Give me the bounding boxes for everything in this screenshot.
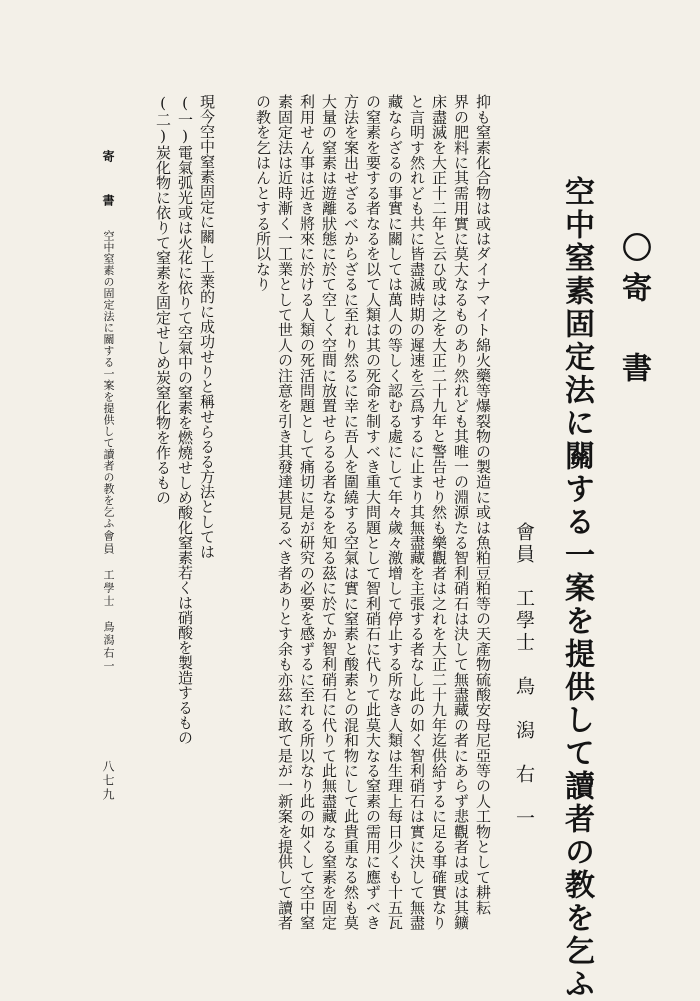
section-mark: 〇寄 書	[616, 232, 651, 392]
body-line: 大量の窒素は遊離狀態に於て空しく空間に放置せらるる者なるを知る茲に於てか智利硝石に代りて此無盡藏なる窒素を固定	[320, 94, 338, 930]
body-line: 抑も窒素化合物は或はダイナマイト綿火藥等爆裂物の製造に或は魚粕豆粕等の天產物硫酸安母尼亞等の人工物として耕耘	[474, 94, 492, 915]
author-line: 會員 工學士 鳥 潟 右 一	[513, 522, 535, 830]
footer-title: 空中窒素の固定法に關する一案を提供して讀者の教を乞ふ	[102, 230, 115, 529]
list-item: (一)電氣弧光或は火花に依りて空氣中の窒素を燃燒せしめ酸化窒素若くは硝酸を製造するもの	[176, 94, 194, 745]
body-line: 床盡滅を大正十二年と云ひ或は之を大正二十九年と警告せり然も樂觀者は之れを大正二十九年迄供給するに足る事確實なり	[430, 94, 448, 930]
list-intro: 現今空中窒素固定に關し工業的に成功せりと稱せらるる方法としては	[198, 94, 216, 559]
body-line: 藏ならざるの事實に關しては萬人の等しく認むる處にして年々歲々激增して停止する所なき人類は生理上每日少くも十五瓦	[386, 94, 404, 930]
list-item: (二)炭化物に依りて窒素を固定せしめ炭窒化物を作るもの	[154, 94, 172, 505]
article-title: 空中窒素固定法に關する一案を提供して讀者の教を乞ふ	[559, 176, 594, 1001]
body-line: 利用せん事は近き將來に於ける人類の死活問題として痛切に是が研究の必要を感ずるに至れる所以なり此の如くして空中窒	[298, 94, 316, 930]
body-line: と言明す然れども共に皆盡滅時期の遲速を云爲するに止まり其無盡藏を主張する者なし此の如く智利硝石は實に決して無盡	[408, 94, 426, 930]
body-line: の教を乞はんとする所以なり	[254, 94, 272, 292]
body-line: 界の肥料に其需用實に莫大なるものあり然れども其唯一の淵源たる智利硝石は決して無盡藏の者にあらず悲觀者は或は其鑛	[452, 94, 470, 930]
footer-section-label: 寄 書	[101, 150, 115, 216]
page-number: 八七九	[101, 760, 115, 802]
body-line: の窒素を要する者なるを以て人類は其の死命を制すべき重大問題として智利硝石に代りて此莫大なる窒素の需用に應ずべき	[364, 94, 382, 930]
method-list	[134, 94, 216, 745]
body-line: 方法を案出せざるべからざるに至れり然るに幸に吾人を圍繞する空氣は實に窒素と酸素との混和物にして此貴重なる然も莫	[342, 94, 360, 930]
body-line: 素固定法は近時漸く一工業として世人の注意を引き其發達甚見るべき者ありとす余も亦茲に敢て是が一新案を提供して讀者	[276, 94, 294, 931]
article-body	[218, 94, 492, 931]
footer-author: 會員 工學士 鳥潟右一	[102, 530, 115, 673]
